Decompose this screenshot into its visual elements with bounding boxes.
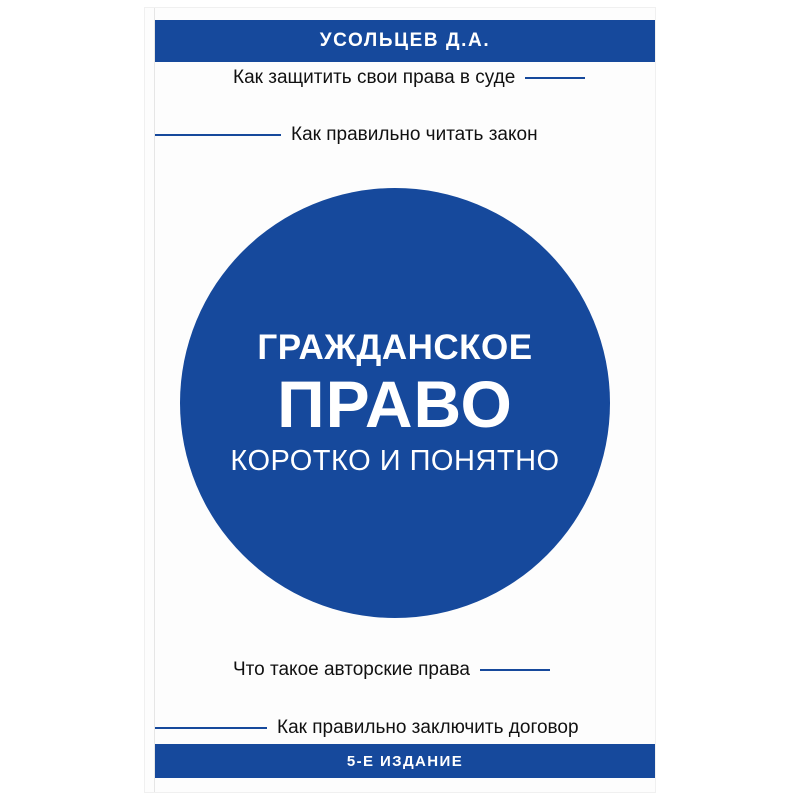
edition-label: 5-Е ИЗДАНИЕ [346, 752, 464, 770]
tagline-rule-4 [155, 727, 267, 729]
tagline-rule-2 [155, 134, 281, 136]
tagline-text-1: Как защитить свои права в суде [233, 67, 516, 88]
author-name: УСОЛЬЦЕВ Д.А. [319, 30, 491, 51]
tagline-row-2 [155, 123, 575, 147]
tagline-rule-3 [480, 669, 550, 671]
tagline-text-3: Что такое авторские права [233, 659, 470, 680]
book-cover-page [145, 8, 655, 792]
tagline-row-1 [223, 66, 655, 90]
title-line-1: ГРАЖДАНСКОЕ [257, 328, 533, 367]
title-line-2: ПРАВО [277, 367, 513, 441]
tagline-row-4 [155, 716, 625, 740]
author-band [155, 20, 655, 62]
tagline-row-3 [223, 658, 655, 682]
tagline-text-2: Как правильно читать закон [291, 124, 538, 145]
title-subtitle: КОРОТКО И ПОНЯТНО [230, 445, 560, 477]
tagline-text-4: Как правильно заключить договор [277, 717, 579, 738]
title-circle [180, 188, 610, 618]
edition-band [155, 744, 655, 778]
tagline-rule-1 [525, 77, 585, 79]
